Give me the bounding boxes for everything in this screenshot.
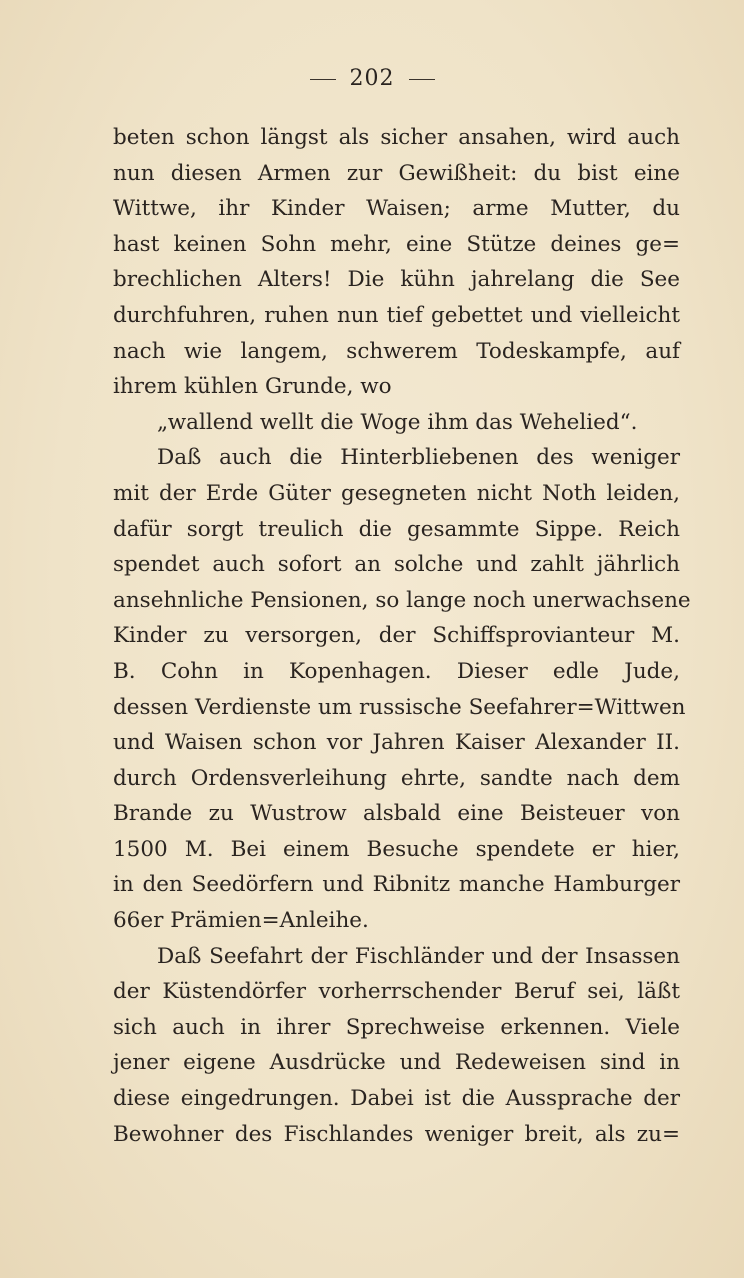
text-line: in den Seedörfern und Ribnitz manche Hamburger	[113, 872, 680, 898]
text-line: durch Ordensverleihung ehrte, sandte nach dem	[113, 765, 680, 791]
text-line: durchfuhren, ruhen nun tief gebettet und vielleicht	[113, 302, 680, 328]
text-line: ansehnliche Pensionen, so lange noch unerwachsene	[113, 587, 691, 613]
text-line: Brande zu Wustrow alsbald eine Beisteuer von	[113, 801, 680, 827]
text-line: spendet auch sofort an solche und zahlt jährlich	[113, 552, 680, 578]
text-line: Daß auch die Hinterbliebenen des weniger	[157, 445, 680, 471]
header-dash-right	[409, 79, 435, 80]
text-line: ihrem kühlen Grunde, wo	[113, 374, 392, 400]
quote-line: „wallend wellt die Woge ihm das Wehelied“.	[157, 409, 638, 435]
text-line: nun diesen Armen zur Gewißheit: du bist eine	[113, 160, 680, 186]
text-line: 1500 M. Bei einem Besuche spendete er hier,	[113, 836, 680, 862]
page-header	[0, 66, 744, 91]
text-line: diese eingedrungen. Dabei ist die Aussprache der	[113, 1086, 680, 1112]
text-line: hast keinen Sohn mehr, eine Stütze deines ge=	[113, 231, 680, 257]
text-line: Bewohner des Fischlandes weniger breit, als zu=	[113, 1121, 680, 1147]
text-line: sich auch in ihrer Sprechweise erkennen. Viele	[113, 1014, 680, 1040]
text-line: nach wie langem, schwerem Todeskampfe, auf	[113, 338, 680, 364]
header-dash-left	[310, 79, 336, 80]
text-line: dessen Verdienste um russische Seefahrer=Wittwen	[113, 694, 686, 720]
text-line: 66er Prämien=Anleihe.	[113, 908, 369, 934]
page-number: 202	[349, 66, 395, 91]
text-line: brechlichen Alters! Die kühn jahrelang die See	[113, 267, 680, 293]
text-line: beten schon längst als sicher ansahen, wird auch	[113, 125, 680, 150]
text-line: mit der Erde Güter gesegneten nicht Noth leiden,	[113, 480, 680, 506]
text-line: und Waisen schon vor Jahren Kaiser Alexander II.	[113, 730, 680, 756]
text-line: der Küstendörfer vorherrschender Beruf sei, läßt	[113, 979, 680, 1005]
text-line: B. Cohn in Kopenhagen. Dieser edle Jude,	[113, 658, 680, 684]
text-line: Daß Seefahrt der Fischländer und der Insassen	[157, 943, 680, 969]
body-text	[113, 120, 691, 1152]
text-line: dafür sorgt treulich die gesammte Sippe. Reich	[113, 516, 680, 542]
text-line: Kinder zu versorgen, der Schiffsprovianteur M.	[113, 623, 680, 649]
text-line: Wittwe, ihr Kinder Waisen; arme Mutter, du	[113, 196, 680, 222]
text-line: jener eigene Ausdrücke und Redeweisen sind in	[113, 1050, 680, 1076]
